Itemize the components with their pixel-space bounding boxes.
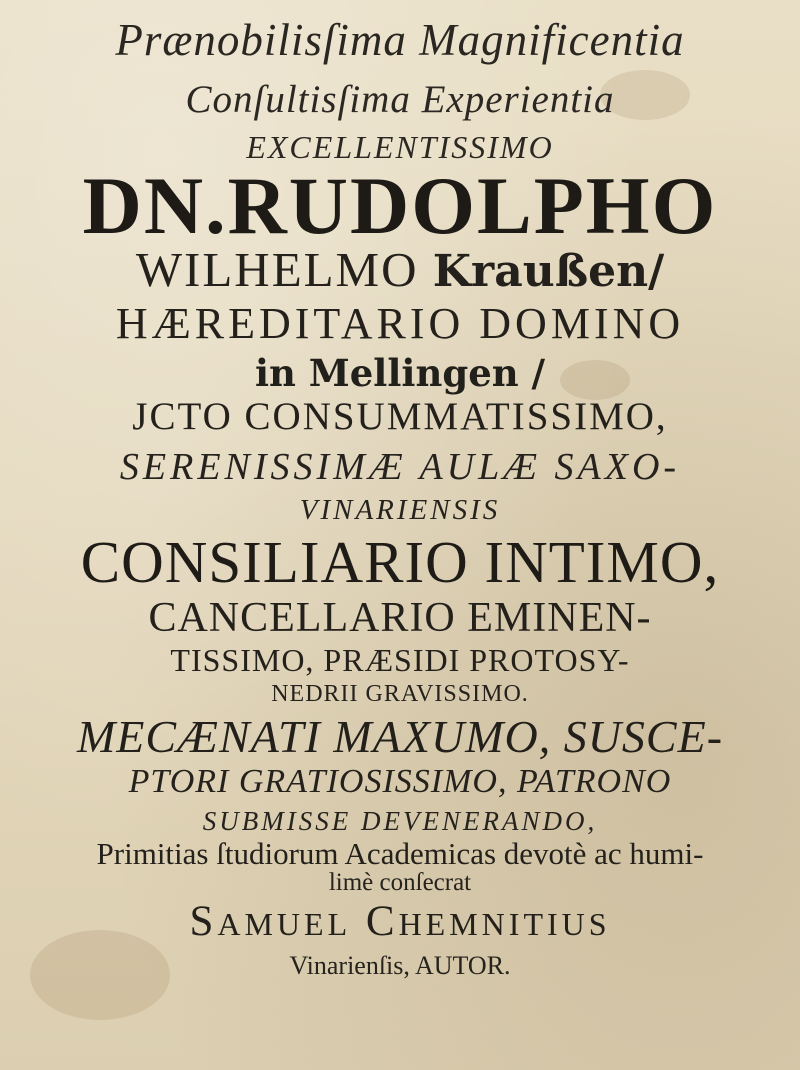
line-primitias: Primitias ſtudiorum Academicas devotè ac humi- (96, 836, 704, 871)
line-consultissima: Conſultisſima Experientia (185, 78, 615, 121)
given-name: WILHELMO (135, 242, 419, 297)
line-consiliario: CONSILIARIO INTIMO, (80, 529, 720, 595)
line-cancellario: CANCELLARIO EMINEN- (148, 595, 652, 641)
line-ptori: PTORI GRATIOSISSIMO, PATRONO (128, 763, 672, 800)
line-serenissimae: SERENISSIMÆ AULÆ SAXO- (119, 446, 681, 488)
line-vinariensis: VINARIENSIS (299, 494, 501, 526)
line-nedrii: NEDRII GRAVISSIMO. (271, 681, 529, 707)
line-in-mellingen: in Mellingen / (254, 351, 546, 395)
author-first-initial: S (189, 898, 218, 945)
family-name-gothic: Kraußen/ (432, 246, 665, 297)
line-tissimo: TISSIMO, PRÆSIDI PROTOSY- (170, 642, 630, 678)
dedicatee-name: DN.RUDOLPHO (82, 160, 718, 251)
author-last-rest: HEMNITIUS (398, 906, 611, 942)
line-vinariensis-autor: Vinarienſis, AUTOR. (289, 951, 511, 980)
author-first-rest: AMUEL (217, 906, 352, 942)
line-wilhelmo (0, 242, 800, 297)
line-mecaenati: MECÆNATI MAXUMO, SUSCE- (76, 711, 724, 762)
line-lime: limè conſecrat (328, 869, 472, 896)
line-jcto: JCTO CONSUMMATISSIMO, (132, 395, 668, 438)
line-excellentissimo: EXCELLENTISSIMO (246, 129, 554, 165)
author-last-initial: C (365, 898, 399, 945)
author-name (0, 900, 800, 943)
line-praenobilissima: Prænobilisſima Magnificentia (115, 15, 685, 65)
line-haereditario: HÆREDITARIO DOMINO (115, 299, 685, 348)
line-submisse: SUBMISSE DEVENERANDO, (202, 806, 598, 836)
